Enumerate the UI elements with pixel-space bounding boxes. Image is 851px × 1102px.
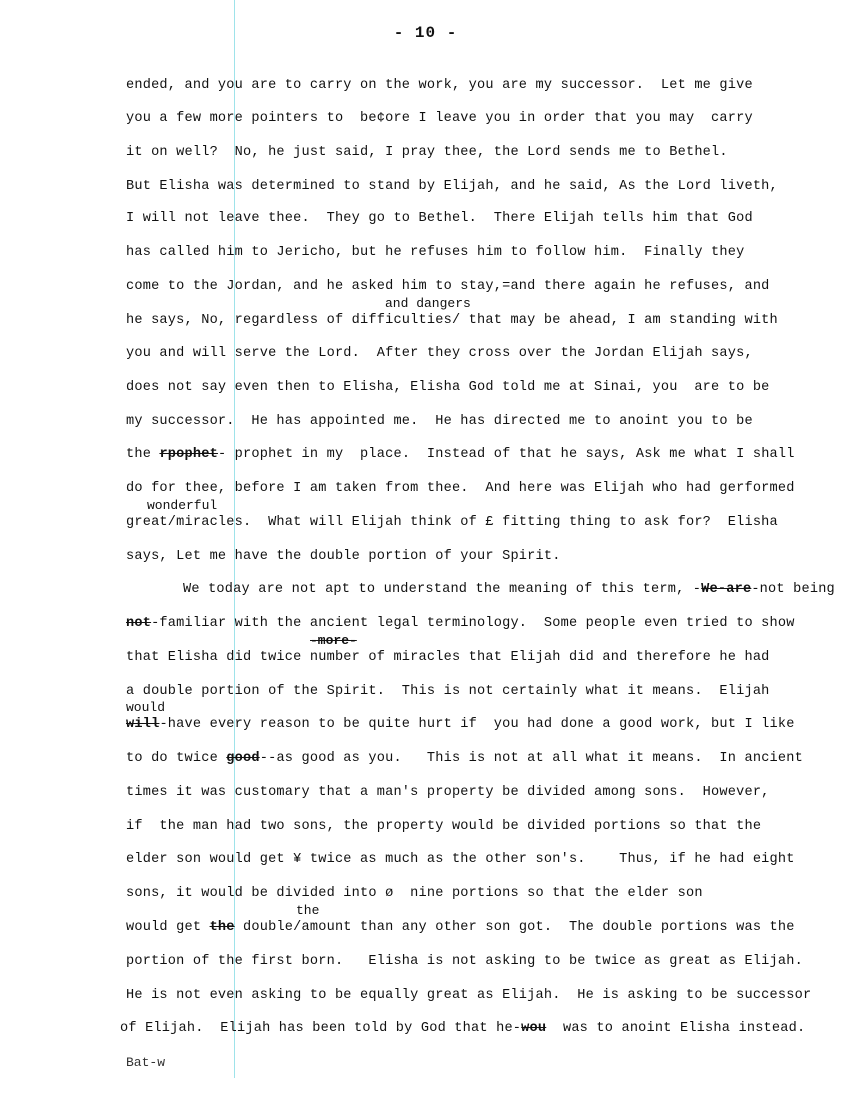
text-line: says, Let me have the double portion of your Spirit.	[126, 549, 561, 564]
handwritten-insert: and dangers	[385, 296, 471, 311]
struck-text: rpophet	[159, 447, 218, 462]
text-segment: -have every reason to be quite hurt if you had done a good work, but I like	[159, 717, 795, 732]
text-line: I will not leave thee. They go to Bethel. There Elijah tells him that God	[126, 211, 753, 226]
text-line: ended, and you are to carry on the work, you are my successor. Let me give	[126, 78, 753, 93]
struck-text: not	[126, 616, 152, 631]
text-line: He is not even asking to be equally great as Elijah. He is asking to be successor	[126, 988, 812, 1003]
text-line	[120, 1021, 805, 1036]
text-segment: --as good as you. This is not at all what it means. In ancient	[259, 751, 803, 766]
text-line: sons, it would be divided into ø nine portions so that the elder son	[126, 886, 703, 901]
text-segment: the	[126, 447, 160, 462]
text-line	[126, 717, 795, 732]
text-line: a double portion of the Spirit. This is not certainly what it means. Elijah	[126, 684, 770, 699]
text-line: he says, No, regardless of difficulties/ that may be ahead, I am standing with	[126, 313, 778, 328]
text-line: my successor. He has appointed me. He has directed me to anoint you to be	[126, 414, 753, 429]
text-line: great/miracles. What will Elijah think of £ fitting thing to ask for? Elisha	[126, 515, 778, 530]
text-segment: double/amount than any other son got. The double portions was the	[234, 920, 795, 935]
text-line: come to the Jordan, and he asked him to stay,=and there again he refuses, and	[126, 279, 770, 294]
text-line: portion of the first born. Elisha is not asking to be twice as great as Elijah.	[126, 954, 803, 969]
text-line	[126, 920, 795, 935]
handwritten-insert: would	[126, 700, 166, 715]
text-segment: -not being	[751, 582, 835, 597]
struck-text: We-are	[701, 582, 752, 597]
text-segment: would get	[126, 920, 210, 935]
text-line: do for thee, before I am taken from thee. And here was Elijah who had gerformed	[126, 481, 795, 496]
text-line: elder son would get ¥ twice as much as the other son's. Thus, if he had eight	[126, 852, 795, 867]
text-line	[183, 582, 835, 597]
text-line: you a few more pointers to be¢ore I leave you in order that you may carry	[126, 111, 753, 126]
page-number: - 10 -	[393, 24, 458, 42]
text-segment: -familiar with the ancient legal terminology. Some people even tried to show	[151, 616, 795, 631]
handwritten-insert: -more-	[310, 633, 357, 648]
text-line	[126, 447, 795, 462]
text-line	[126, 751, 803, 766]
text-segment: of Elijah. Elijah has been told by God that he-	[120, 1021, 522, 1036]
text-line	[126, 616, 795, 631]
text-segment: was to anoint Elisha instead.	[546, 1021, 806, 1036]
handwritten-insert: the	[296, 903, 320, 918]
text-segment: - prophet in my place. Instead of that he says, Ask me what I shall	[217, 447, 795, 462]
text-line: that Elisha did twice number of miracles that Elijah did and therefore he had	[126, 650, 770, 665]
text-segment: to do twice	[126, 751, 227, 766]
margin-rule	[234, 0, 235, 1078]
struck-text: the	[209, 920, 235, 935]
text-line: But Elisha was determined to stand by Elijah, and he said, As the Lord liveth,	[126, 179, 778, 194]
text-line: you and will serve the Lord. After they cross over the Jordan Elijah says,	[126, 346, 753, 361]
text-segment: We today are not apt to understand the meaning of this term, -	[183, 582, 702, 597]
text-line: it on well? No, he just said, I pray thee, the Lord sends me to Bethel.	[126, 145, 728, 160]
footer-mark: Bat-w	[126, 1055, 166, 1070]
text-line: times it was customary that a man's property be divided among sons. However,	[126, 785, 770, 800]
text-line: does not say even then to Elisha, Elisha God told me at Sinai, you are to be	[126, 380, 770, 395]
text-line: has called him to Jericho, but he refuses him to follow him. Finally they	[126, 245, 745, 260]
struck-text: will	[126, 717, 160, 732]
text-line: if the man had two sons, the property would be divided portions so that the	[126, 819, 762, 834]
struck-text: good	[226, 751, 260, 766]
struck-text: wou	[521, 1021, 547, 1036]
handwritten-insert: wonderful	[147, 498, 218, 513]
